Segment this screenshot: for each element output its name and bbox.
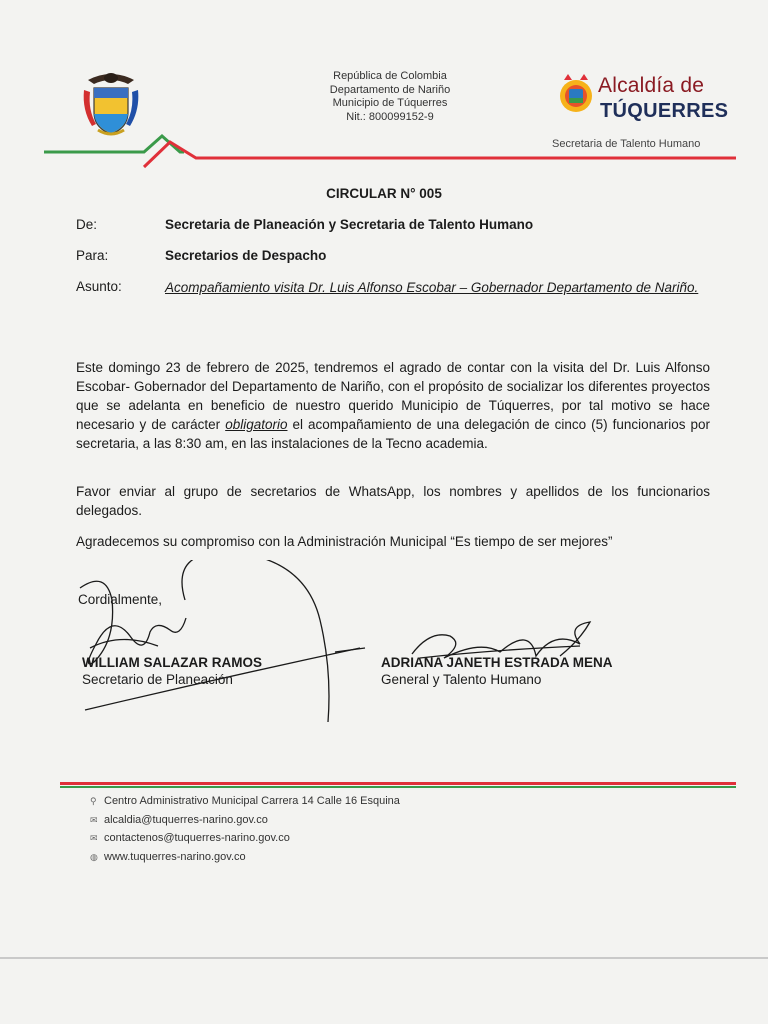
handwritten-signatures: [60, 560, 680, 730]
paragraph-text: el acompañamiento de una delegación de cinco (5) funcionarios por secretaria, a las 8:30 am, en las instalaciones de la Tecno academia.: [76, 417, 711, 451]
gov-line: Departamento de Nariño: [329, 83, 451, 96]
from-label: De:: [76, 217, 98, 232]
footer-stripe: [60, 782, 736, 790]
subject-label: Asunto:: [76, 279, 122, 294]
globe-icon: ◍: [90, 852, 98, 862]
signatory-role: General y Talento Humano: [381, 672, 542, 687]
footer-email-2: [90, 832, 290, 844]
gov-line: República de Colombia: [333, 70, 447, 82]
footer-address: [90, 795, 400, 807]
signatory-name: ADRIANA JANETH ESTRADA MENA: [381, 655, 613, 670]
signature-block: [82, 655, 262, 687]
closing-salutation: Cordialmente,: [78, 592, 163, 607]
footer-text: www.tuquerres-narino.gov.co: [104, 851, 246, 863]
mail-icon: ✉: [90, 833, 98, 843]
page-edge-divider: [0, 957, 768, 959]
footer-text: alcaldia@tuquerres-narino.gov.co: [104, 814, 268, 826]
signature-block: [381, 655, 613, 687]
to-label: Para:: [76, 248, 109, 263]
subject-value: Acompañamiento visita Dr. Luis Alfonso Escobar – Gobernador Departamento de Nariño.: [165, 280, 699, 295]
from-value: Secretaria de Planeación y Secretaria de Talento Humano: [165, 217, 534, 232]
gov-line: Nit.: 800099152-9: [346, 110, 434, 123]
circular-title: CIRCULAR N° 005: [326, 186, 442, 201]
logo-title-line2: TÚQUERRES: [600, 100, 729, 122]
department-label: Secretaria de Talento Humano: [552, 138, 701, 150]
footer-text: contactenos@tuquerres-narino.gov.co: [104, 832, 290, 844]
emphasis-obligatorio: obligatorio: [225, 417, 288, 432]
footer-website: [90, 851, 246, 863]
footer-text: Centro Administrativo Municipal Carrera 14 Calle 16 Esquina: [104, 795, 400, 807]
signatory-name: WILLIAM SALAZAR RAMOS: [82, 655, 262, 670]
gov-line: Municipio de Túquerres: [332, 97, 448, 109]
body-paragraph-2: Favor enviar al grupo de secretarios de WhatsApp, los nombres y apellidos de los funcionarios delegados.: [76, 484, 710, 518]
government-identification: [300, 70, 480, 124]
footer-email-1: [90, 814, 268, 826]
body-paragraph-3: Agradecemos su compromiso con la Administración Municipal “Es tiempo de ser mejores”: [76, 534, 613, 549]
to-value: Secretarios de Despacho: [165, 248, 327, 263]
logo-title-line1: Alcaldía de: [598, 74, 705, 97]
signatory-role: Secretario de Planeación: [82, 672, 233, 687]
header-stripe: [44, 130, 736, 170]
location-icon: ⚲: [90, 796, 97, 806]
mail-icon: ✉: [90, 815, 98, 825]
paragraph-text: Este domingo 23 de febrero de 2025, tendremos el agrado de contar con la visita del Dr. Luis Alfonso Escobar- Gobernador del Departamento de Nariño, con el propósito de socializar los diferentes proyectos que se adelanta en beneficio de nuestro querido Municipio de Túquerres, por tal motivo se hace necesario y de carácter: [76, 360, 710, 432]
body-paragraph-1: [76, 358, 710, 453]
